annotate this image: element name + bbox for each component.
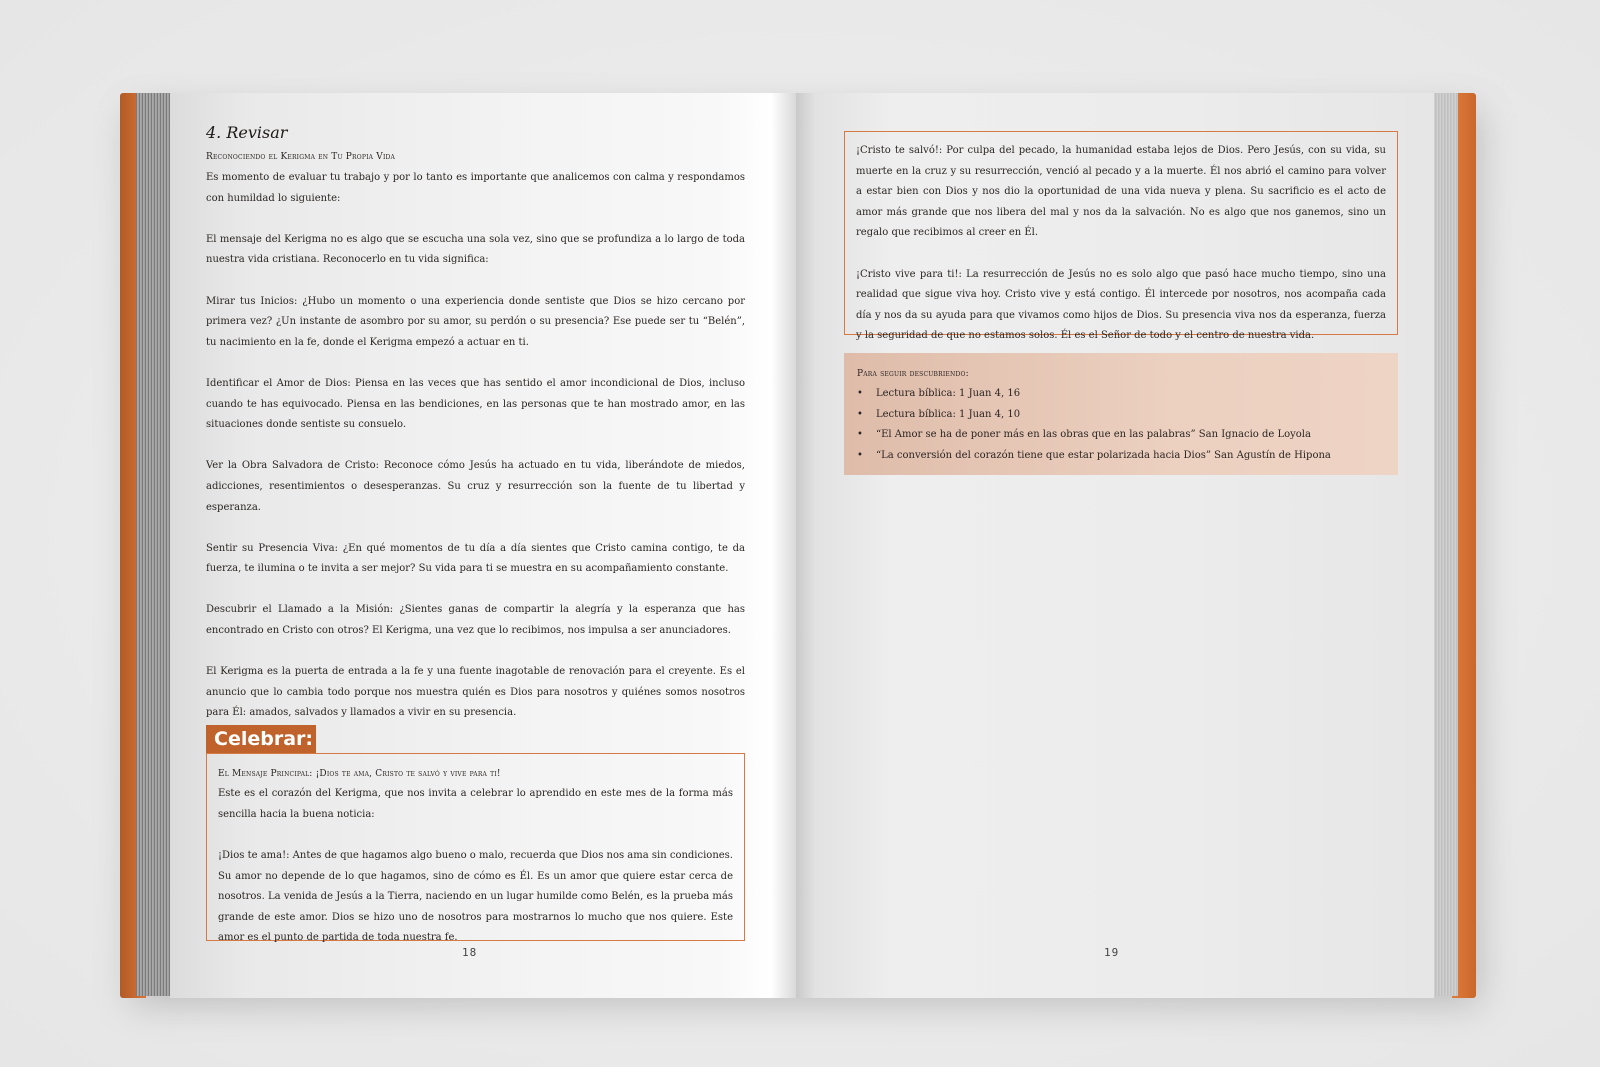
- left-page: [170, 93, 796, 998]
- page-number-right: 19: [1104, 946, 1120, 959]
- paragraph-cristo-vive: ¡Cristo vive para ti!: La resurrección de Jesús no es solo algo que pasó hace mucho tiempo, sino una realidad que sigue viva hoy. Cristo vive y está contigo. Él intercede por nosotros, nos acompaña cada día y nos da su ayuda para que vivamos como hijos de Dios. Su presencia viva nos da esperanza, fuerza y la seguridad de que no estamos solos. Él es el Señor de todo y el centro de nuestra vida.: [856, 268, 1386, 342]
- message-box: [844, 131, 1398, 342]
- paragraph-conclusion: El Kerigma es la puerta de entrada a la fe y una fuente inagotable de renovación para el creyente. Es el anuncio que lo cambia todo porque nos muestra quién es Dios para nosotros y quiénes somos nosotros para Él: amados, salvados y llamados a vivir en su presencia.: [206, 666, 745, 719]
- celebrar-box: [206, 753, 745, 944]
- celebrar-intro: Este es el corazón del Kerigma, que nos invita a celebrar lo aprendido en este mes de la forma más sencilla hacia la buena noticia:: [218, 788, 733, 820]
- message-box-text: [856, 141, 1386, 347]
- celebrar-heading: El Mensaje Principal: ¡Dios te ama, Cristo te salvó y vive para ti!: [218, 769, 501, 779]
- paragraph-inicios: Mirar tus Inicios: ¿Hubo un momento o una experiencia donde sentiste que Dios se hizo cercano por primera vez? ¿Un instante de asombro por su amor, su perdón o su presencia? Ese puede ser tu “Belén”, tu nacimiento en la fe, donde el Kerigma empezó a actuar en ti.: [206, 295, 745, 348]
- discover-list-wrap: [857, 384, 1377, 466]
- paragraph-cristo-salvo: ¡Cristo te salvó!: Por culpa del pecado, la humanidad estaba lejos de Dios. Pero Jesús, con su vida, su muerte en la cruz y su resurrección, venció al pecado y a la muerte. Él nos abrió el camino para volver a estar bien con Dios y nos dio la oportunidad de una vida nueva y plena. Su sacrificio es el acto de amor más grande que nos libera del mal y nos da la salvación. No es algo que nos ganemos, sino un regalo que recibimos al creer en Él.: [856, 145, 1386, 239]
- discover-list: [857, 384, 1377, 466]
- paragraph-intro: Es momento de evaluar tu trabajo y por lo tanto es importante que analicemos con calma y respondamos con humildad lo siguiente:: [206, 172, 745, 204]
- paragraph-obra: Ver la Obra Salvadora de Cristo: Reconoce cómo Jesús ha actuado en tu vida, liberándote de miedos, adicciones, resentimientos o desesperanzas. Su cruz y resurrección son la fuente de tu libertad y esperanza.: [206, 460, 745, 513]
- celebrar-body: ¡Dios te ama!: Antes de que hagamos algo bueno o malo, recuerda que Dios nos ama sin condiciones. Su amor no depende de lo que hagamos, sino de cómo es Él. Es un amor que quiere estar cerca de nosotros. La venida de Jesús a la Tierra, naciendo en un lugar humilde como Belén, es la prueba más grande de este amor. Dios se hizo uno de nosotros para mostrarnos lo mucho que nos quiere. Este amor es el punto de partida de toda nuestra fe.: [218, 850, 733, 944]
- right-page: [796, 93, 1434, 998]
- discover-heading: Para seguir descubriendo:: [857, 369, 969, 379]
- paragraph-llamado: Descubrir el Llamado a la Misión: ¿Sientes ganas de compartir la alegría y la esperanza que has encontrado en Cristo con otros? El Kerigma, una vez que lo recibimos, nos impulsa a ser anunciadores.: [206, 604, 745, 637]
- celebrar-tab: Celebrar:: [206, 725, 316, 753]
- list-item: • “La conversión del corazón tiene que estar polarizada hacia Dios” San Agustín de Hipona: [857, 446, 1377, 467]
- page-number-left: 18: [462, 946, 478, 959]
- section-subtitle: Reconociendo el Kerigma en Tu Propia Vida: [206, 152, 396, 162]
- discover-box: [844, 353, 1398, 475]
- page-edges-left: [136, 93, 172, 996]
- section-title: 4. Revisar: [206, 123, 288, 142]
- paragraph-kerigma: El mensaje del Kerigma no es algo que se escucha una sola vez, sino que se profundiza a lo largo de toda nuestra vida cristiana. Reconocerlo en tu vida significa:: [206, 233, 745, 266]
- list-item: • Lectura bíblica: 1 Juan 4, 10: [857, 405, 1377, 426]
- list-item: • Lectura bíblica: 1 Juan 4, 16: [857, 384, 1377, 405]
- paragraph-amor: Identificar el Amor de Dios: Piensa en las veces que has sentido el amor incondicional de Dios, incluso cuando te has equivocado. Piensa en las bendiciones, en las personas que te han mostrado amor, en las situaciones donde sentiste su consuelo.: [206, 377, 745, 431]
- page-edges-right: [1432, 93, 1458, 996]
- paragraph-presencia: Sentir su Presencia Viva: ¿En qué momentos de tu día a día sientes que Cristo camina contigo, te da fuerza, te ilumina o te invita a ser mejor? Su vida para ti se muestra en su acompañamiento constante.: [206, 542, 745, 575]
- left-body-text: [206, 168, 745, 745]
- list-item: • “El Amor se ha de poner más en las obras que en las palabras” San Ignacio de Loyola: [857, 425, 1377, 446]
